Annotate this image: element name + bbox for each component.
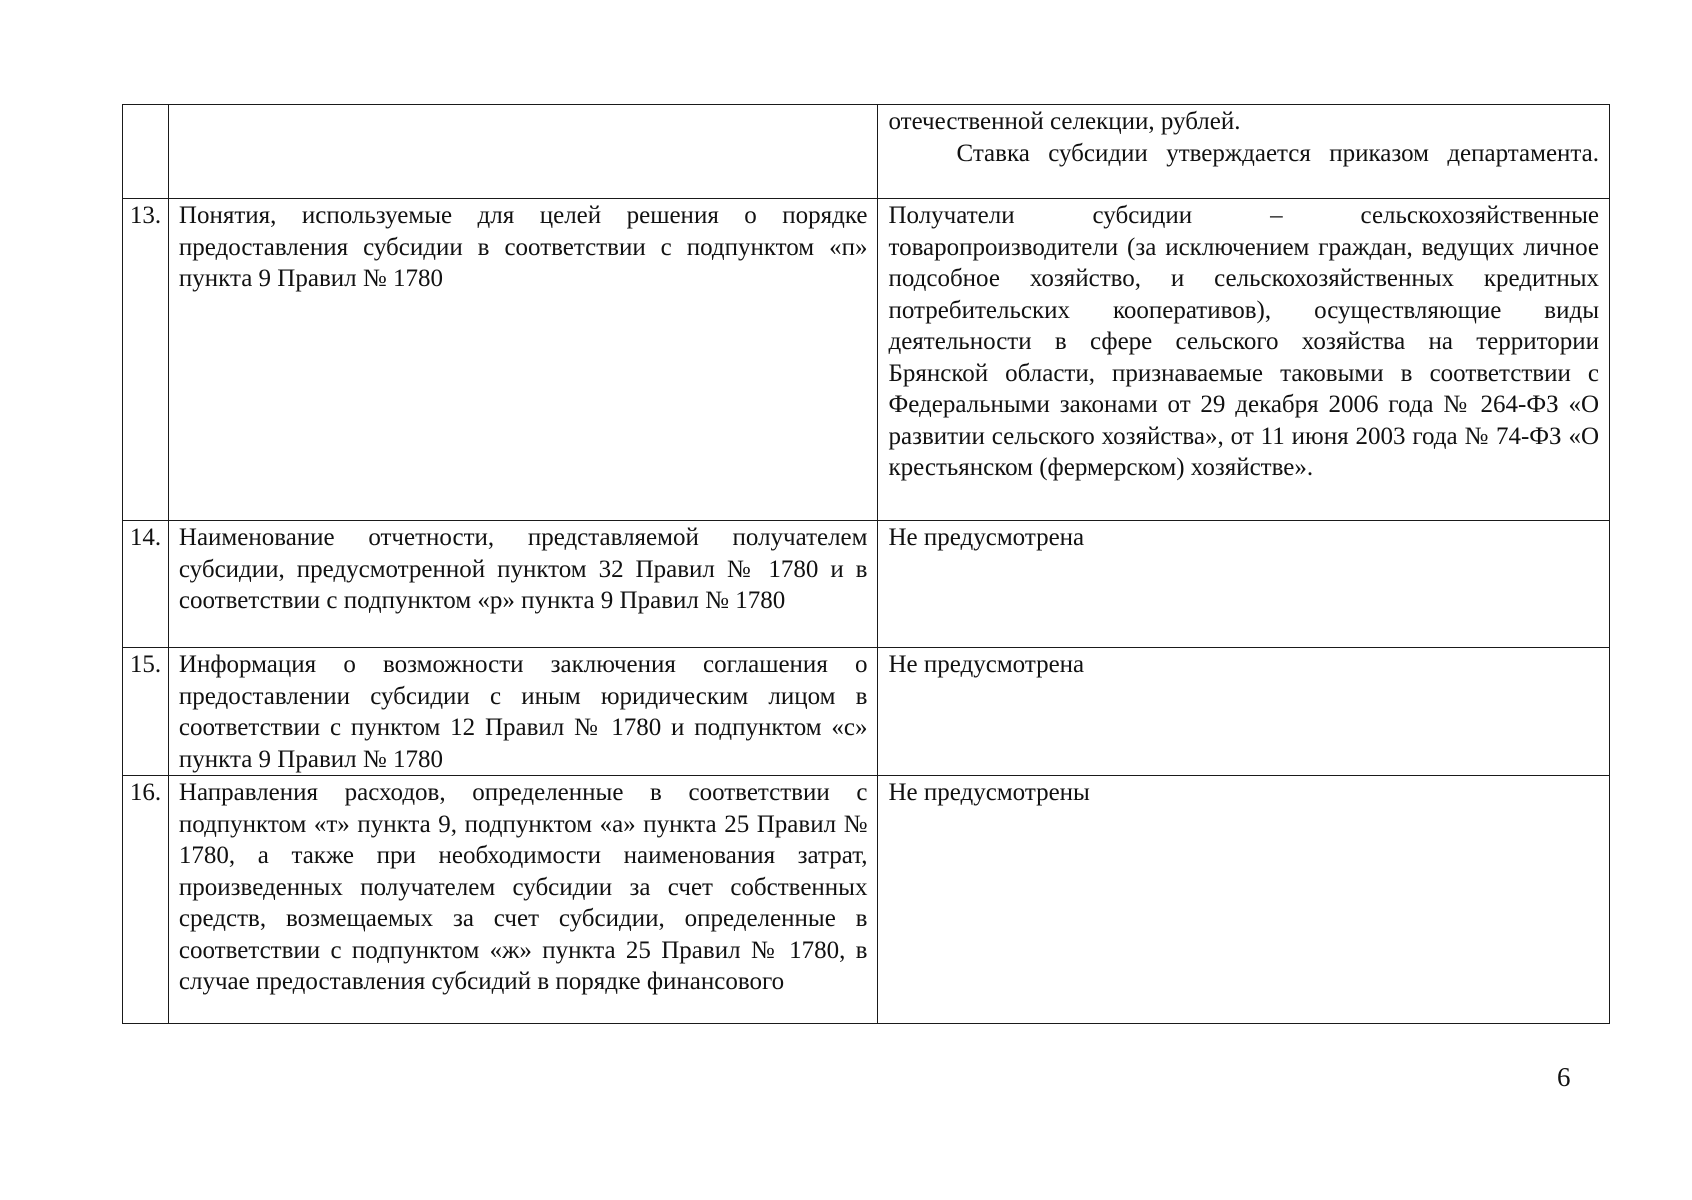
row-value-cell: Не предусмотрена — [878, 521, 1610, 648]
row-name-cell — [168, 105, 878, 199]
row-number-cell: 13. — [123, 199, 169, 521]
row-number-cell: 14. — [123, 521, 169, 648]
value-paragraph: Ставка субсидии утверждается приказом департамента. — [956, 139, 1599, 167]
row-number-cell: 16. — [123, 776, 169, 1024]
page-number: 6 — [1557, 1062, 1571, 1092]
row-name-cell: Понятия, используемые для целей решения о порядке предоставления субсидии в соответствии с подпунктом «п» пункта 9 Правил № 1780 — [168, 199, 878, 521]
row-value-cell — [878, 105, 1610, 199]
table-row — [123, 105, 1610, 199]
table-row — [123, 776, 1610, 1024]
table-row — [123, 199, 1610, 521]
row-name-cell: Информация о возможности заключения соглашения о предоставлении субсидии с иным юридическим лицом в соответствии с пунктом 12 Правил № 1780 и подпунктом «с» пункта 9 Правил № 1780 — [168, 648, 878, 776]
value-paragraph: отечественной селекции, рублей. — [888, 108, 1241, 135]
row-value-cell: Получатели субсидии – сельскохозяйственные товаропроизводители (за исключением граждан, ведущих личное подсобное хозяйство, и сельскохозяйственных кредитных потребительских кооперативов), осуществляющие виды деятельности в сфере сельского хозяйства на территории Брянской области, признаваемые таковыми в соответствии с Федеральными законами от 29 декабря 2006 года № 264-ФЗ «О развитии сельского хозяйства», от 11 июня 2003 года № 74-ФЗ «О крестьянском (фермерском) хозяйстве». — [878, 199, 1610, 521]
table-row — [123, 648, 1610, 776]
row-value-cell: Не предусмотрена — [878, 648, 1610, 776]
document-table — [122, 104, 1610, 1024]
row-number-cell — [123, 105, 169, 199]
row-name-cell: Наименование отчетности, представляемой получателем субсидии, предусмотренной пунктом 32 Правил № 1780 и в соответствии с подпунктом «р» пункта 9 Правил № 1780 — [168, 521, 878, 648]
row-name-cell: Направления расходов, определенные в соответствии с подпунктом «т» пункта 9, подпунктом «а» пункта 25 Правил № 1780, а также при необходимости наименования затрат, произведенных получателем субсидии за счет собственных средств, возмещаемых за счет субсидии, определенные в соответствии с подпунктом «ж» пункта 25 Правил № 1780, в случае предоставления субсидий в порядке финансового — [168, 776, 878, 1024]
table-row — [123, 521, 1610, 648]
row-number-cell: 15. — [123, 648, 169, 776]
row-value-cell: Не предусмотрены — [878, 776, 1610, 1024]
